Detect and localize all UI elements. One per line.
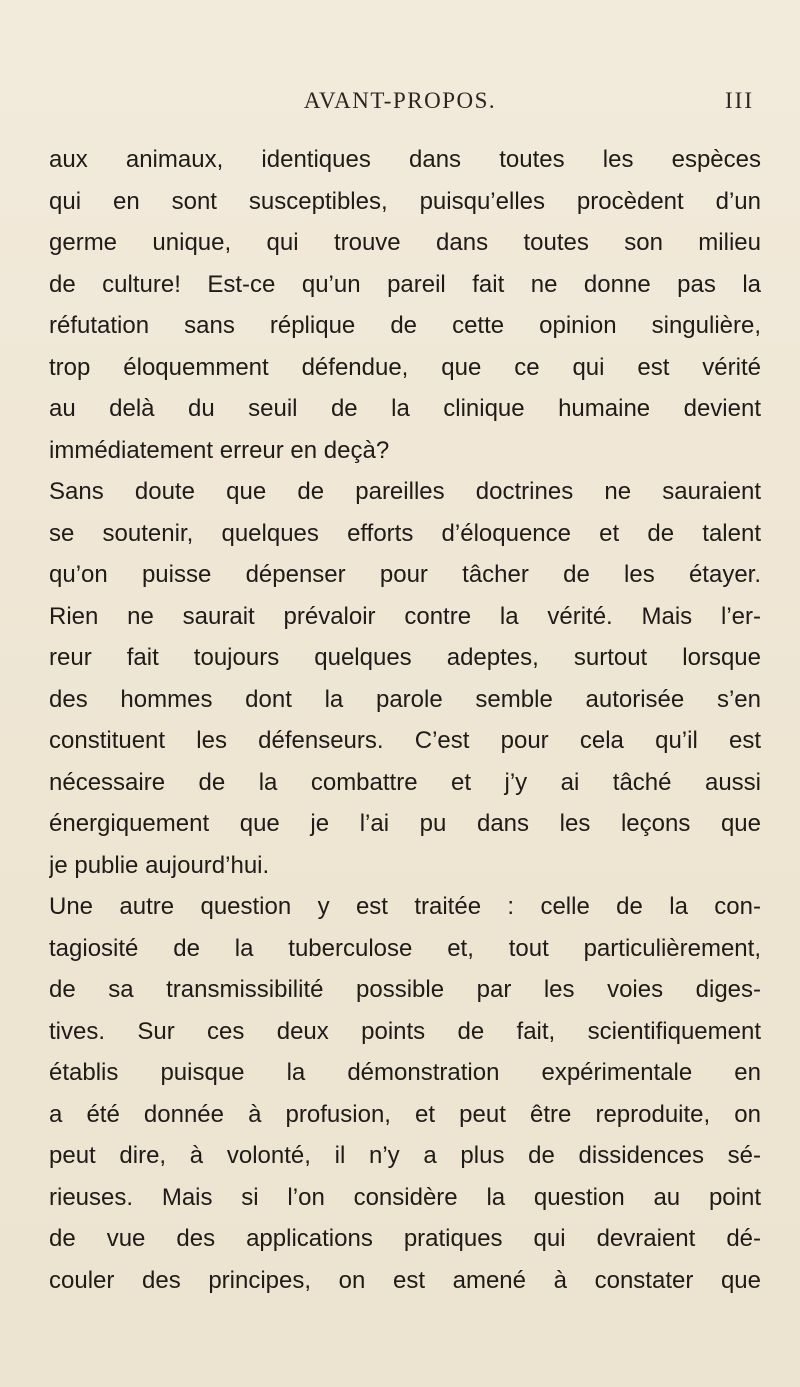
text-line: qu’on puisse dépenser pour tâcher de les étayer. (49, 561, 761, 588)
text-line: tives. Sur ces deux points de fait, scientifiquement (49, 1017, 761, 1045)
running-head (0, 82, 800, 122)
text-line: nécessaire de la combattre et j’y ai tâché aussi (49, 768, 761, 796)
body-text (49, 139, 761, 1301)
text-line: de vue des applications pratiques qui devraient dé- (49, 1225, 761, 1252)
text-line: Sans doute que de pareilles doctrines ne sauraient (49, 478, 761, 505)
text-line: des hommes dont la parole semble autorisée s’en (49, 685, 761, 713)
text-line: je publie aujourd’hui. (49, 851, 270, 879)
text-line: constituent les défenseurs. C’est pour cela qu’il est (49, 727, 761, 754)
text-line: de culture! Est-ce qu’un pareil fait ne donne pas la (49, 270, 761, 298)
text-line: a été donnée à profusion, et peut être reproduite, on (49, 1100, 761, 1128)
text-line: qui en sont susceptibles, puisqu’elles procèdent d’un (49, 187, 761, 215)
text-line: se soutenir, quelques efforts d’éloquence et de talent (49, 519, 761, 547)
running-head-title: AVANT-PROPOS. (303, 88, 497, 113)
text-line: Rien ne saurait prévaloir contre la vérité. Mais l’er- (49, 602, 761, 630)
text-line: peut dire, à volonté, il n’y a plus de dissidences sé- (49, 1142, 761, 1169)
text-line: germe unique, qui trouve dans toutes son milieu (49, 229, 761, 256)
text-line: réfutation sans réplique de cette opinion singulière, (49, 312, 761, 339)
text-line: immédiatement erreur en deçà? (49, 436, 390, 464)
text-line: au delà du seuil de la clinique humaine devient (49, 395, 761, 422)
text-line: tagiosité de la tuberculose et, tout particulièrement, (49, 934, 761, 962)
text-line: rieuses. Mais si l’on considère la question au point (49, 1183, 761, 1211)
page-number: III (725, 88, 754, 113)
text-line: trop éloquemment défendue, que ce qui est vérité (49, 353, 761, 381)
text-line: établis puisque la démonstration expérimentale en (49, 1059, 761, 1086)
text-line: Une autre question y est traitée : celle de la con- (49, 893, 761, 920)
text-line: couler des principes, on est amené à constater que (49, 1266, 761, 1294)
text-line: de sa transmissibilité possible par les voies diges- (49, 976, 761, 1003)
text-line: reur fait toujours quelques adeptes, surtout lorsque (49, 644, 761, 671)
text-line: énergiquement que je l’ai pu dans les leçons que (49, 810, 761, 837)
text-line: aux animaux, identiques dans toutes les espèces (49, 146, 761, 173)
